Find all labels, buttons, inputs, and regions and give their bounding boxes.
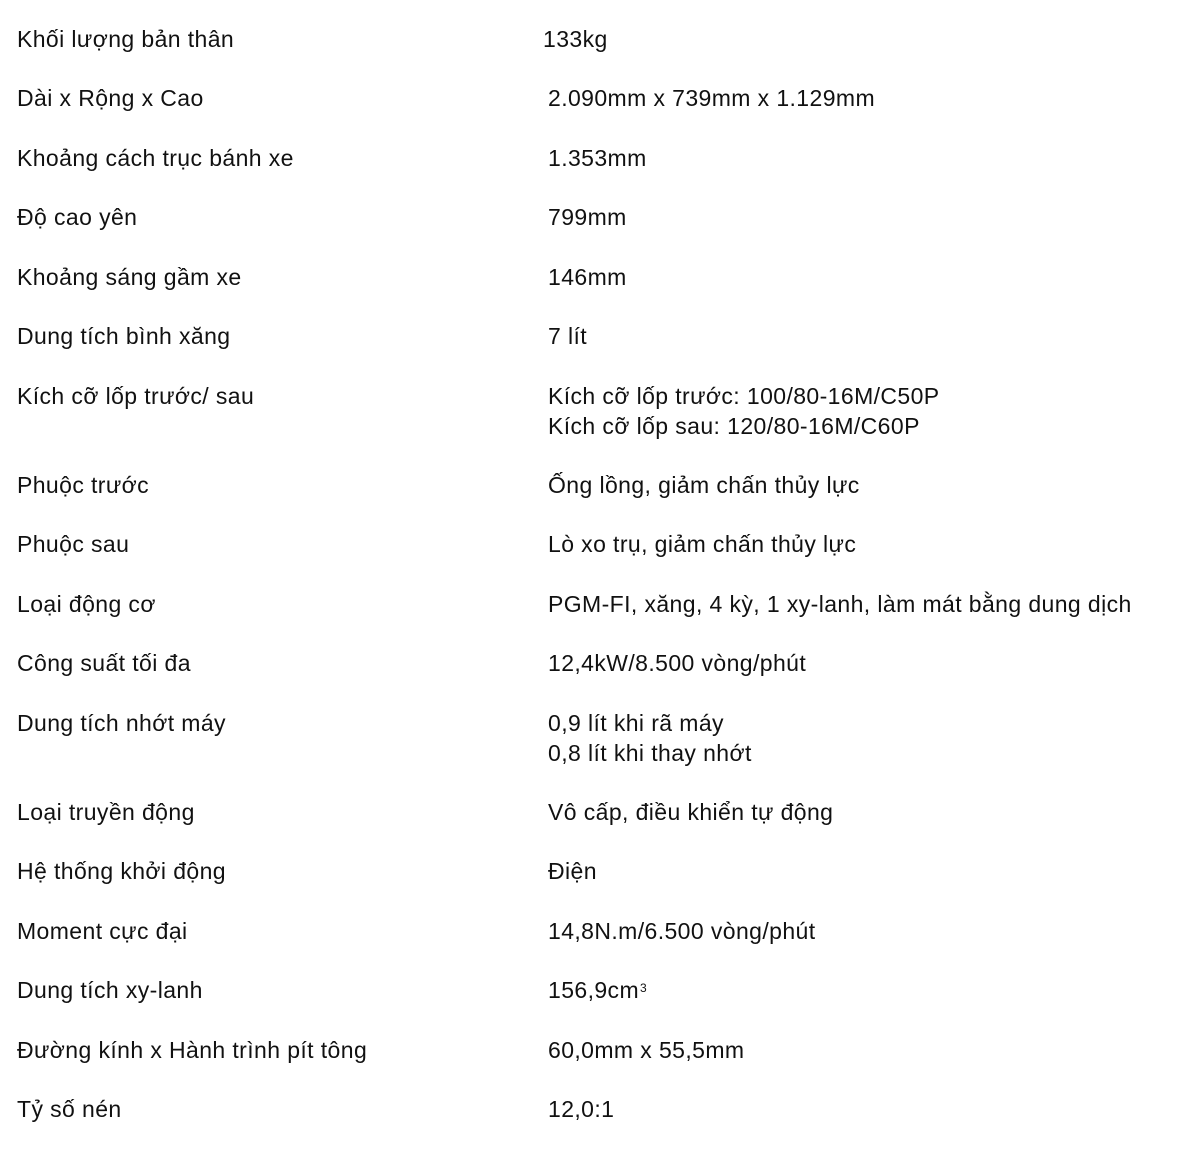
spec-value: [548, 1035, 1198, 1065]
spec-value-line: 14,8N.m/6.500 vòng/phút: [548, 918, 816, 944]
spec-value-line: Lò xo trụ, giảm chấn thủy lực: [548, 531, 857, 557]
spec-label: Khoảng cách trục bánh xe: [17, 145, 294, 171]
spec-value: [548, 797, 1198, 827]
spec-value-line: 12,4kW/8.500 vòng/phút: [548, 650, 807, 676]
spec-value: [548, 856, 1198, 886]
spec-value-line: 0,8 lít khi thay nhớt: [548, 740, 752, 766]
spec-label: Phuộc sau: [17, 531, 130, 557]
spec-label: Khoảng sáng gầm xe: [17, 264, 242, 290]
spec-value: [548, 975, 1198, 1005]
spec-value: [548, 529, 1198, 559]
spec-value-line: 133kg: [543, 26, 608, 52]
spec-value-line: 12,0:1: [548, 1096, 615, 1122]
spec-value-line: Kích cỡ lốp trước: 100/80-16M/C50P: [548, 383, 940, 409]
spec-value: [548, 262, 1198, 292]
spec-value-line: Điện: [548, 858, 597, 884]
spec-value: [548, 143, 1198, 173]
spec-label: Loại động cơ: [17, 591, 156, 617]
spec-value: [548, 708, 1198, 768]
spec-value: [548, 470, 1198, 500]
spec-label: Kích cỡ lốp trước/ sau: [17, 383, 255, 409]
spec-value-line: 0,9 lít khi rã máy: [548, 710, 724, 736]
spec-value: [548, 381, 1198, 441]
spec-value: [548, 589, 1198, 619]
spec-value: [543, 24, 1193, 54]
spec-label: Dài x Rộng x Cao: [17, 85, 204, 111]
spec-value-line: Kích cỡ lốp sau: 120/80-16M/C60P: [548, 413, 920, 439]
spec-label: Dung tích bình xăng: [17, 323, 231, 349]
spec-label: Phuộc trước: [17, 472, 150, 498]
spec-value-line: 1.353mm: [548, 145, 647, 171]
spec-value-text: 156,9cm: [548, 977, 640, 1003]
spec-value-line: 7 lít: [548, 323, 588, 349]
spec-label: Dung tích nhớt máy: [17, 710, 226, 736]
spec-value: [548, 1094, 1198, 1124]
spec-value-line: Vô cấp, điều khiển tự động: [548, 799, 834, 825]
spec-label: Độ cao yên: [17, 204, 138, 230]
spec-value-line: [548, 975, 1198, 1005]
unit-superscript: 3: [640, 981, 648, 995]
spec-label: Tỷ số nén: [17, 1096, 122, 1122]
spec-label: Hệ thống khởi động: [17, 858, 226, 884]
spec-label: Công suất tối đa: [17, 650, 191, 676]
spec-value-line: 799mm: [548, 204, 627, 230]
spec-label: Dung tích xy-lanh: [17, 977, 203, 1003]
spec-value-line: PGM-FI, xăng, 4 kỳ, 1 xy-lanh, làm mát bằng dung dịch: [548, 591, 1132, 617]
spec-label: Loại truyền động: [17, 799, 195, 825]
spec-label: Khối lượng bản thân: [17, 26, 235, 52]
spec-value-line: 2.090mm x 739mm x 1.129mm: [548, 85, 876, 111]
spec-label: Đường kính x Hành trình pít tông: [17, 1037, 368, 1063]
spec-value-line: 60,0mm x 55,5mm: [548, 1037, 745, 1063]
spec-label: Moment cực đại: [17, 918, 188, 944]
spec-value: [548, 648, 1198, 678]
spec-value: [548, 321, 1198, 351]
spec-value: [548, 916, 1198, 946]
spec-value-line: Ống lồng, giảm chấn thủy lực: [548, 472, 860, 498]
spec-value-line: 146mm: [548, 264, 627, 290]
spec-value: [548, 202, 1198, 232]
spec-value: [548, 83, 1198, 113]
